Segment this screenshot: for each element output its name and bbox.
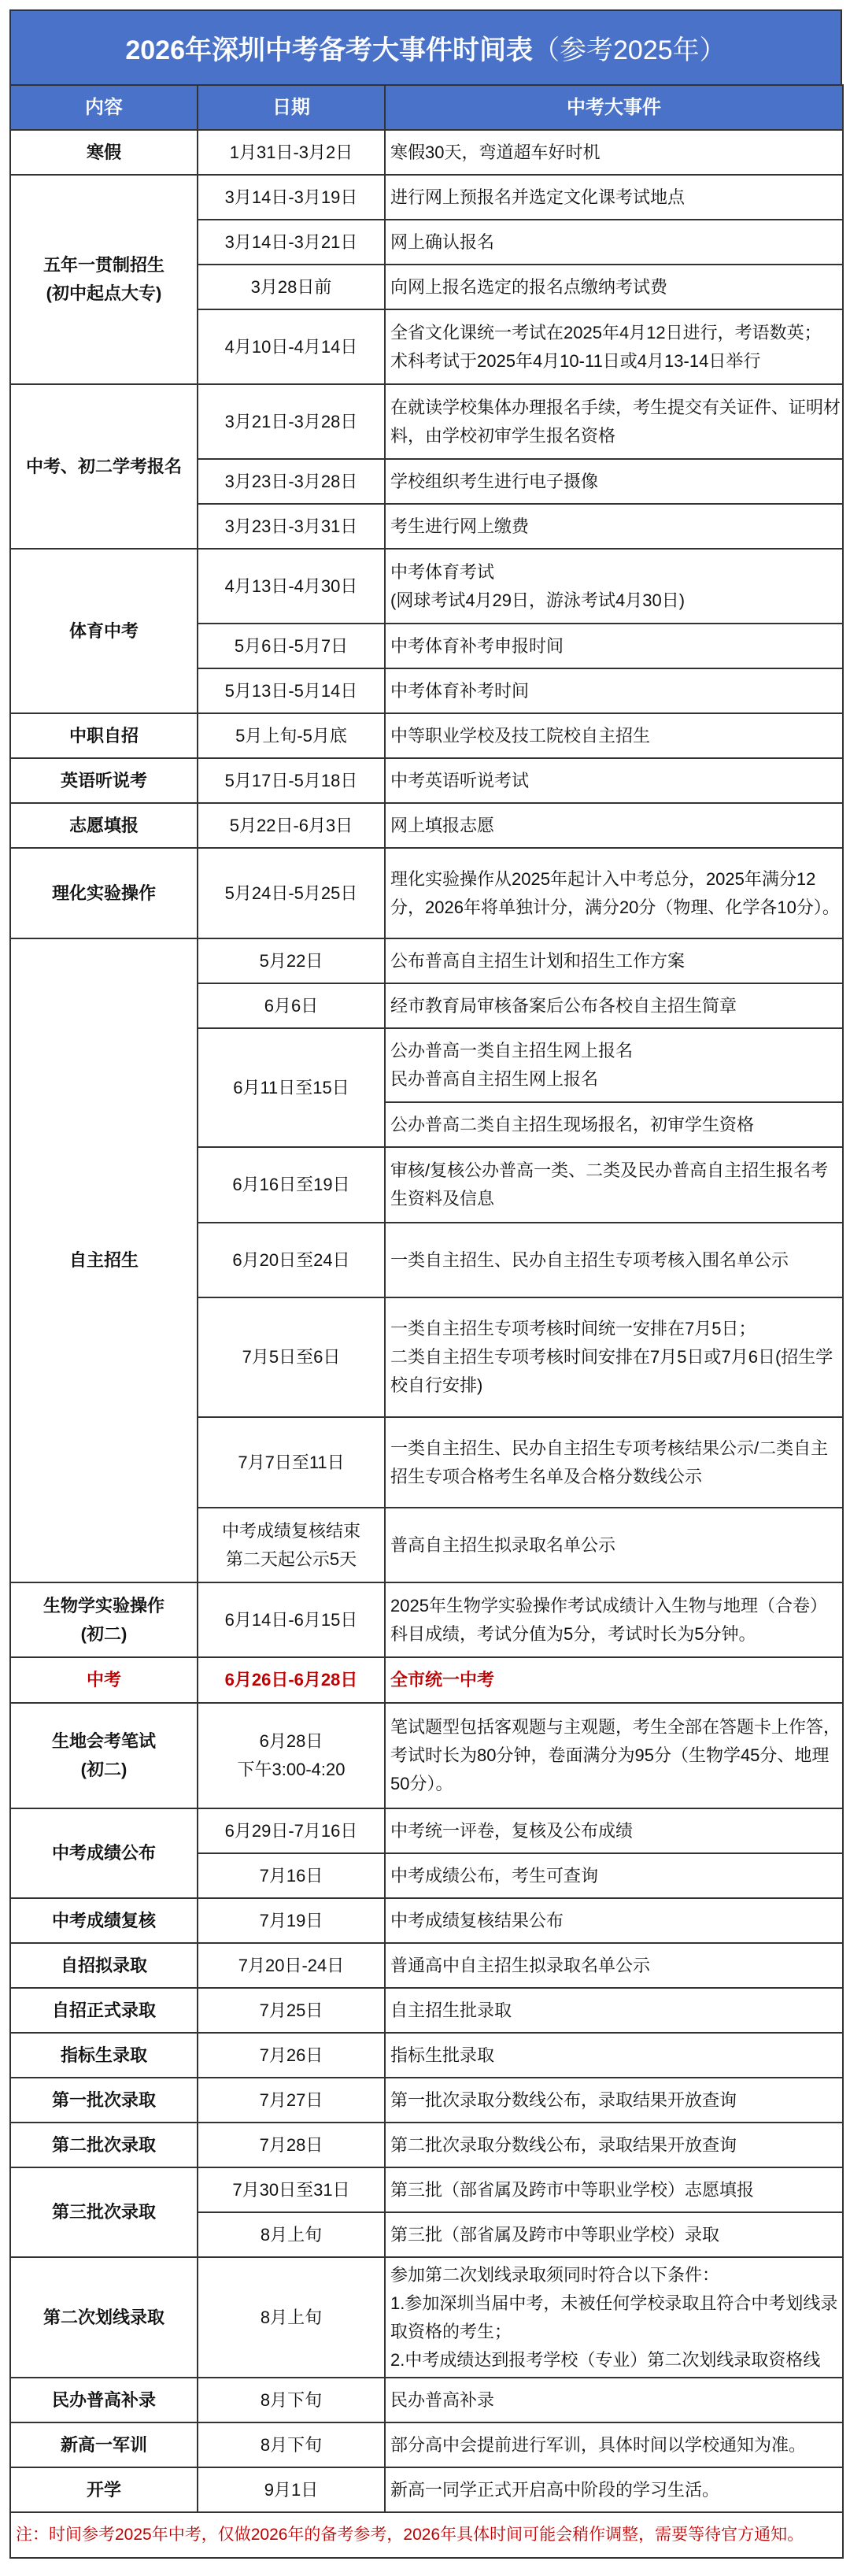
category-label: 新高一军训: [10, 2422, 198, 2467]
event-cell: 第三批（部省属及跨市中等职业学校）志愿填报: [385, 2167, 843, 2212]
header-row: [10, 85, 843, 130]
event-cell: 一类自主招生、民办自主招生专项考核结果公示/二类自主招生专项合格考生名单及合格分数线公示: [385, 1417, 843, 1508]
date-cell: 7月28日: [198, 2123, 385, 2167]
note-text: 注：时间参考2025年中考，仅做2026年的备考参考，2026年具体时间可能会稍作调整，需要等待官方通知。: [10, 2512, 843, 2558]
date-cell: 7月16日: [198, 1853, 385, 1898]
table-row: [10, 175, 843, 220]
category-label: 第三批次录取: [10, 2167, 198, 2257]
date-cell: 7月7日至11日: [198, 1417, 385, 1508]
category-label: 志愿填报: [10, 803, 198, 848]
category-label: 第一批次录取: [10, 2078, 198, 2123]
event-cell: 中考英语听说考试: [385, 758, 843, 803]
header-content: 内容: [10, 85, 198, 130]
table-row: [10, 2167, 843, 2212]
date-cell: 6月6日: [198, 983, 385, 1028]
date-cell: 7月27日: [198, 2078, 385, 2123]
date-cell: 3月21日-3月28日: [198, 384, 385, 459]
date-cell: 7月5日至6日: [198, 1297, 385, 1417]
category-label: 民办普高补录: [10, 2378, 198, 2422]
date-cell: 8月下旬: [198, 2378, 385, 2422]
table-row: [10, 1808, 843, 1853]
date-cell: 7月19日: [198, 1898, 385, 1943]
header-date: 日期: [198, 85, 385, 130]
event-cell: 参加第二次划线录取须同时符合以下条件： 1.参加深圳当届中考，未被任何学校录取且符合中考划线录取资格的考生； 2.中考成绩达到报考学校（专业）第二次划线录取资格线: [385, 2257, 843, 2378]
event-cell: 在就读学校集体办理报名手续，考生提交有关证件、证明材料，由学校初审学生报名资格: [385, 384, 843, 459]
category-label: 自招拟录取: [10, 1943, 198, 1988]
date-cell: 6月20日至24日: [198, 1223, 385, 1297]
event-cell: 新高一同学正式开启高中阶段的学习生活。: [385, 2467, 843, 2512]
date-cell: 5月24日-5月25日: [198, 848, 385, 938]
date-cell: 3月23日-3月31日: [198, 504, 385, 549]
category-label: 中考: [10, 1657, 198, 1703]
category-label: 理化实验操作: [10, 848, 198, 938]
event-cell: 进行网上预报名并选定文化课考试地点: [385, 175, 843, 220]
table-row: [10, 1943, 843, 1988]
date-cell: 7月20日-24日: [198, 1943, 385, 1988]
category-label: 生物学实验操作 (初二): [10, 1582, 198, 1657]
category-label: 指标生录取: [10, 2033, 198, 2078]
event-cell: 全市统一中考: [385, 1657, 843, 1703]
category-label: 五年一贯制招生 (初中起点大专): [10, 175, 198, 384]
event-cell: 普通高中自主招生拟录取名单公示: [385, 1943, 843, 1988]
table-row: [10, 1898, 843, 1943]
date-cell: 6月29日-7月16日: [198, 1808, 385, 1853]
event-cell: 公布普高自主招生计划和招生工作方案: [385, 938, 843, 983]
table-row: [10, 2467, 843, 2512]
note-row: [10, 2512, 843, 2558]
category-label: 中考成绩复核: [10, 1898, 198, 1943]
date-cell: 3月23日-3月28日: [198, 459, 385, 504]
event-cell: 中考体育补考申报时间: [385, 624, 843, 668]
table-row: [10, 713, 843, 758]
title-sub: （参考2025年）: [533, 35, 726, 65]
event-cell: 中考体育考试 (网球考试4月29日，游泳考试4月30日): [385, 549, 843, 624]
event-cell: 2025年生物学实验操作考试成绩计入生物与地理（合卷）科目成绩，考试分值为5分，考试时长为5分钟。: [385, 1582, 843, 1657]
date-cell: 6月11日至15日: [198, 1028, 385, 1147]
date-cell: 3月28日前: [198, 265, 385, 309]
table-row: [10, 2422, 843, 2467]
date-cell: 9月1日: [198, 2467, 385, 2512]
table-row: [10, 130, 843, 175]
event-cell: 网上确认报名: [385, 220, 843, 265]
date-cell: 6月14日-6月15日: [198, 1582, 385, 1657]
event-cell: 一类自主招生专项考核时间统一安排在7月5日； 二类自主招生专项考核时间安排在7月5日或7月6日(招生学校自行安排): [385, 1297, 843, 1417]
event-cell: 考生进行网上缴费: [385, 504, 843, 549]
category-label: 体育中考: [10, 549, 198, 713]
event-cell: 第一批次录取分数线公布，录取结果开放查询: [385, 2078, 843, 2123]
schedule-table: [9, 84, 844, 2559]
table-row: [10, 938, 843, 983]
date-cell: 6月28日 下午3:00-4:20: [198, 1703, 385, 1808]
header-event: 中考大事件: [385, 85, 843, 130]
table-row: [10, 2033, 843, 2078]
date-cell: 8月上旬: [198, 2257, 385, 2378]
event-cell: 第二批次录取分数线公布，录取结果开放查询: [385, 2123, 843, 2167]
date-cell: 4月10日-4月14日: [198, 309, 385, 384]
category-label: 开学: [10, 2467, 198, 2512]
event-cell: 第三批（部省属及跨市中等职业学校）录取: [385, 2212, 843, 2257]
category-label: 第二批次录取: [10, 2123, 198, 2167]
category-label: 中职自招: [10, 713, 198, 758]
date-cell: 7月30日至31日: [198, 2167, 385, 2212]
table-row: [10, 1988, 843, 2033]
table-row: [10, 384, 843, 459]
event-cell: 部分高中会提前进行军训，具体时间以学校通知为准。: [385, 2422, 843, 2467]
category-label: 自主招生: [10, 938, 198, 1582]
date-cell: 6月26日-6月28日: [198, 1657, 385, 1703]
date-cell: 7月25日: [198, 1988, 385, 2033]
event-cell: 公办普高二类自主招生现场报名，初审学生资格: [385, 1102, 843, 1147]
event-cell: 公办普高一类自主招生网上报名 民办普高自主招生网上报名: [385, 1028, 843, 1102]
event-cell: 中考成绩复核结果公布: [385, 1898, 843, 1943]
date-cell: 7月26日: [198, 2033, 385, 2078]
event-cell: 学校组织考生进行电子摄像: [385, 459, 843, 504]
category-label: 英语听说考: [10, 758, 198, 803]
event-cell: 中考统一评卷，复核及公布成绩: [385, 1808, 843, 1853]
date-cell: 1月31日-3月2日: [198, 130, 385, 175]
event-cell: 向网上报名选定的报名点缴纳考试费: [385, 265, 843, 309]
category-label: 中考成绩公布: [10, 1808, 198, 1898]
date-cell: 5月22日-6月3日: [198, 803, 385, 848]
page-title: [9, 9, 842, 84]
date-cell: 4月13日-4月30日: [198, 549, 385, 624]
event-cell: 自主招生批录取: [385, 1988, 843, 2033]
date-cell: 3月14日-3月21日: [198, 220, 385, 265]
event-cell: 全省文化课统一考试在2025年4月12日进行，考语数英； 术科考试于2025年4月10-11日或4月13-14日举行: [385, 309, 843, 384]
category-label: 生地会考笔试 (初二): [10, 1703, 198, 1808]
date-cell: 中考成绩复核结束 第二天起公示5天: [198, 1508, 385, 1582]
category-label: 自招正式录取: [10, 1988, 198, 2033]
table-row: [10, 1582, 843, 1657]
category-label: 中考、初二学考报名: [10, 384, 198, 549]
event-cell: 民办普高补录: [385, 2378, 843, 2422]
date-cell: 5月6日-5月7日: [198, 624, 385, 668]
date-cell: 5月13日-5月14日: [198, 668, 385, 713]
table-row: [10, 2078, 843, 2123]
table-row: [10, 758, 843, 803]
date-cell: 8月上旬: [198, 2212, 385, 2257]
table-row: [10, 1657, 843, 1703]
event-cell: 寒假30天，弯道超车好时机: [385, 130, 843, 175]
date-cell: 5月22日: [198, 938, 385, 983]
event-cell: 中考体育补考时间: [385, 668, 843, 713]
event-cell: 中考成绩公布，考生可查询: [385, 1853, 843, 1898]
table-row: [10, 2378, 843, 2422]
date-cell: 5月17日-5月18日: [198, 758, 385, 803]
event-cell: 网上填报志愿: [385, 803, 843, 848]
table-row: [10, 549, 843, 624]
table-row: [10, 848, 843, 938]
event-cell: 指标生批录取: [385, 2033, 843, 2078]
date-cell: 8月下旬: [198, 2422, 385, 2467]
event-cell: 普高自主招生拟录取名单公示: [385, 1508, 843, 1582]
table-row: [10, 2123, 843, 2167]
schedule-sheet: [9, 9, 842, 2559]
table-row: [10, 2257, 843, 2378]
event-cell: 中等职业学校及技工院校自主招生: [385, 713, 843, 758]
category-label: 寒假: [10, 130, 198, 175]
category-label: 第二次划线录取: [10, 2257, 198, 2378]
event-cell: 理化实验操作从2025年起计入中考总分，2025年满分12分，2026年将单独计分，满分20分（物理、化学各10分）。: [385, 848, 843, 938]
date-cell: 3月14日-3月19日: [198, 175, 385, 220]
title-main: 2026年深圳中考备考大事件时间表: [125, 35, 533, 65]
date-cell: 6月16日至19日: [198, 1147, 385, 1223]
event-cell: 审核/复核公办普高一类、二类及民办普高自主招生报名考生资料及信息: [385, 1147, 843, 1223]
event-cell: 笔试题型包括客观题与主观题，考生全部在答题卡上作答，考试时长为80分钟，卷面满分为95分（生物学45分、地理50分）。: [385, 1703, 843, 1808]
event-cell: 一类自主招生、民办自主招生专项考核入围名单公示: [385, 1223, 843, 1297]
date-cell: 5月上旬-5月底: [198, 713, 385, 758]
table-row: [10, 1703, 843, 1808]
event-cell: 经市教育局审核备案后公布各校自主招生简章: [385, 983, 843, 1028]
table-row: [10, 803, 843, 848]
